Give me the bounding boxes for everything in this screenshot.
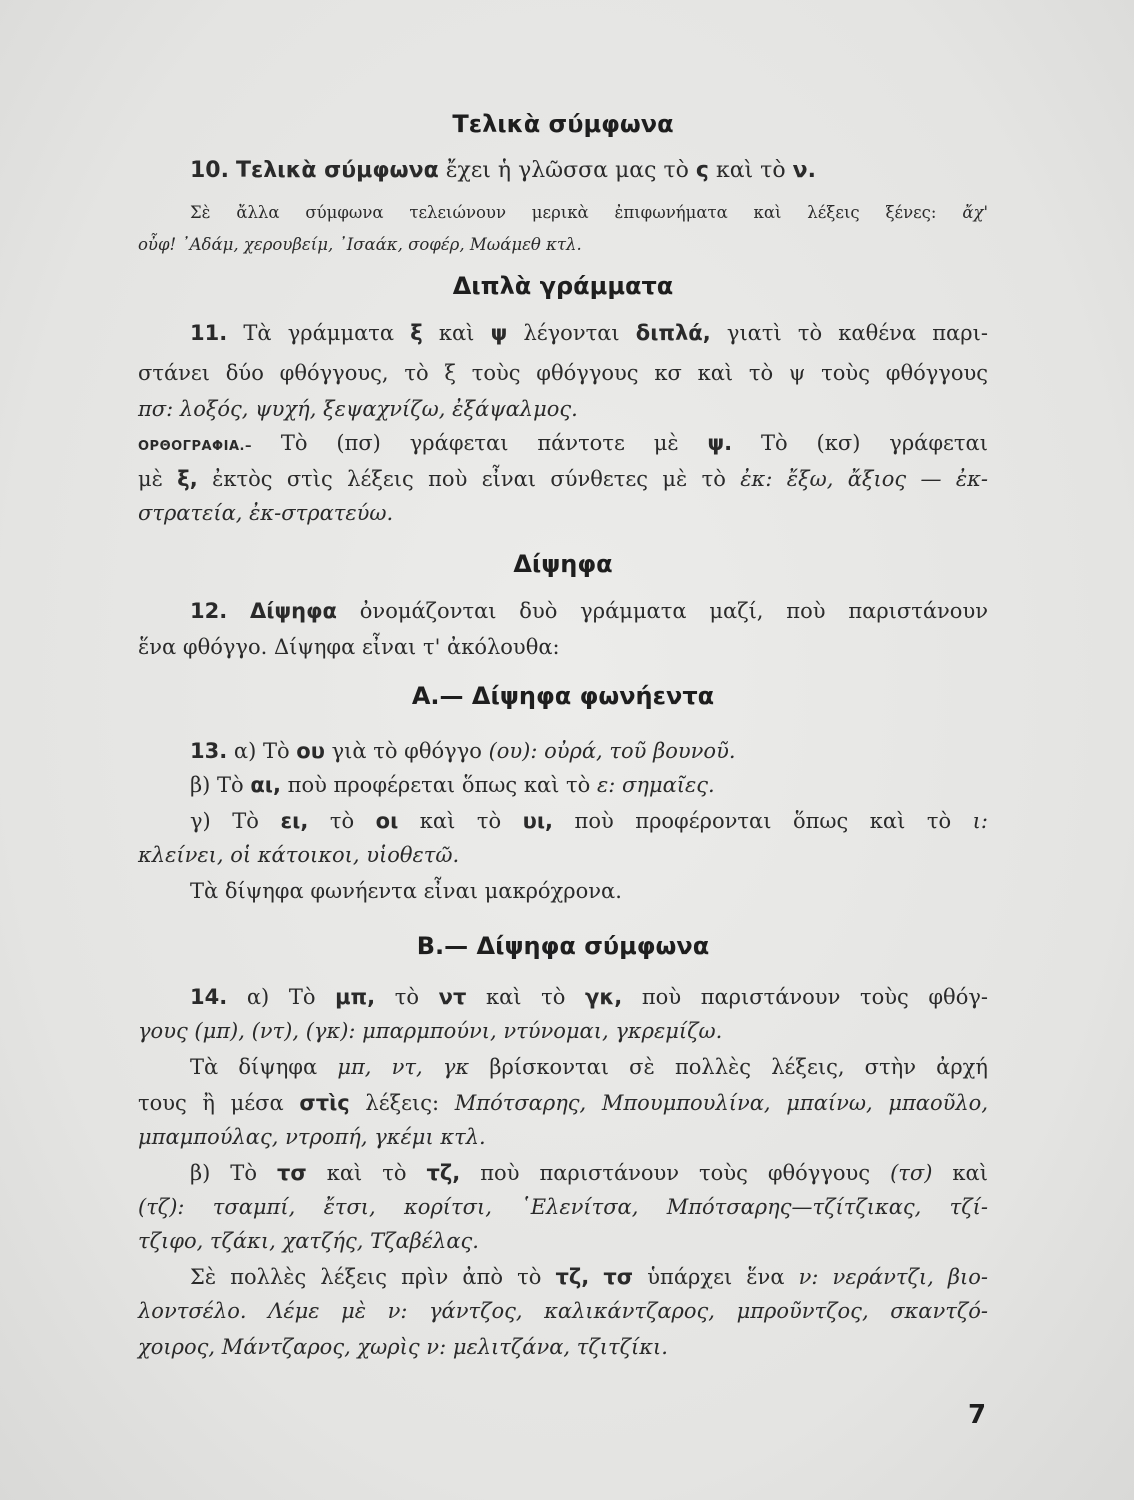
s10-letter-n: ν. [792, 158, 816, 183]
s14-p3-line-3: χοιρος, Μάντζαρος, χωρὶς ν: μελιτζάνα, τζιτζίκι. [138, 1335, 668, 1359]
s13-b-example: ε: σημαῖες. [597, 773, 715, 797]
s14-a-pre: α) Τὸ [246, 985, 316, 1009]
s13-summary: Τὰ δίψηφα φωνήεντα εἶναι μακρόχρονα. [190, 879, 622, 903]
s13-line-c2: κλείνει, οἱ κάτοικοι, υἱοθετῶ. [138, 843, 460, 867]
s14-b-letter-2: τζ, [426, 1161, 461, 1185]
s13-line-a [138, 738, 988, 764]
s13-c-text-3: ποὺ προφέρονται ὅπως καὶ τὸ [574, 809, 952, 833]
s13-c-text-2: καὶ τὸ [419, 809, 502, 833]
s11-line-1 [138, 320, 988, 346]
s13-a-pre: α) Τὸ [233, 739, 290, 763]
s10-number: 10. [190, 158, 229, 183]
s14-b-letter-1: τσ [276, 1161, 307, 1185]
s10-note-a-end: ἄχ' [962, 203, 988, 222]
s14-b-text-2: ποὺ παριστάνουν τοὺς φθόγγους [480, 1161, 871, 1185]
s11-text-a: Τὰ γράμματα [243, 321, 395, 345]
s14-a-text-1: τὸ [394, 985, 420, 1009]
s11-text-d: γιατὶ τὸ καθένα παρι- [726, 321, 988, 345]
s14-p2-l2-strong: στὶς [299, 1091, 350, 1115]
s11-line-2: στάνει δύο φθόγγους, τὸ ξ τοὺς φθόγγους κσ καὶ τὸ ψ τοὺς φθόγγους [138, 361, 988, 385]
s14-a-letter-1: μπ, [335, 985, 376, 1009]
s14-p2-line-2 [138, 1090, 988, 1116]
s11-line-5 [138, 466, 988, 492]
s11-l5-c: ἐκ: ἔξω, ἄξιος — ἐκ- [740, 467, 988, 491]
s13-c-letter-2: οι [375, 809, 399, 833]
s14-b-pre: β) Τὸ [190, 1161, 257, 1185]
s10-term: Τελικὰ σύμφωνα [235, 158, 439, 183]
s13-a-mid: γιὰ τὸ φθόγγο [331, 739, 482, 763]
s10-note-line-2: οὖφ! ᾿Αδάμ, χερουβείμ, ᾿Ισαάκ, σοφέρ, Μωάμεθ κτλ. [138, 235, 582, 254]
s14-line-a [138, 984, 988, 1010]
s11-l5-letter: ξ, [177, 467, 198, 491]
s13-line-c [138, 808, 988, 834]
s10-line-1 [138, 158, 988, 184]
s10-note-line-1 [138, 200, 988, 226]
s13-a-example: (ου): οὐρά, τοῦ βουνοῦ. [488, 739, 736, 763]
s14-line-a2: γους (μπ), (ντ), (γκ): μπαρμπούνι, ντύνομαι, γκρεμίζω. [138, 1019, 723, 1043]
s13-c-pre: γ) Τὸ [190, 809, 259, 833]
s14-b-end: καὶ [952, 1161, 988, 1185]
s14-p3-line-2: λοντσέλο. Λέμε μὲ ν: γάντζος, καλικάντζαρος, μπροῦντζος, σκαντζό- [138, 1299, 988, 1323]
s11-letter-ps: ψ [490, 321, 508, 345]
heading-digraph-vowels: Α.— Δίψηφα φωνήεντα [411, 682, 715, 710]
s10-and: καὶ τὸ [715, 158, 786, 183]
s14-p3-line-1 [138, 1264, 988, 1290]
heading-final-consonants: Τελικὰ σύμφωνα [452, 110, 674, 138]
s11-l5-b: ἐκτὸς στὶς λέξεις ποὺ εἶναι σύνθετες μὲ τὸ [212, 467, 726, 491]
s14-p2-l2-a: τους ἢ μέσα [138, 1091, 284, 1115]
s10-text: ἔχει ἡ γλῶσσα μας τὸ [445, 158, 689, 183]
s14-p3-a: Σὲ πολλὲς λέξεις πρὶν ἀπὸ τὸ [190, 1265, 542, 1289]
s10-letter-s: ς [695, 158, 709, 183]
s14-a-text-2: καὶ τὸ [486, 985, 566, 1009]
s12-line-2: ἕνα φθόγγο. Δίψηφα εἶναι τ' ἀκόλουθα: [138, 635, 560, 659]
s11-letter-ks: ξ [410, 321, 423, 345]
s13-b-pre: β) Τὸ [190, 773, 244, 797]
s11-number: 11. [190, 321, 228, 345]
s13-c-text-1: τὸ [329, 809, 355, 833]
s14-p3-example: ν: νεράντζι, βιο- [798, 1265, 988, 1289]
s14-line-b3: τζιφο, τζάκι, χατζής, Τζαβέλας. [138, 1229, 479, 1253]
s14-p3-letter-2: τσ [603, 1265, 634, 1289]
s12-term: Δίψηφα [250, 599, 337, 623]
s14-p3-letter-1: τζ, [555, 1265, 590, 1289]
s11-line-3: πσ: λοξός, ψυχή, ξεψαχνίζω, ἐξάψαλμος. [138, 397, 578, 421]
s12-text-1: ὀνομάζονται δυὸ γράμματα μαζί, ποὺ παριστάνουν [359, 599, 988, 623]
s14-p2-l2-example: Μπότσαρης, Μπουμπουλίνα, μπαίνω, μπαοῦλο, [454, 1091, 988, 1115]
s13-b-mid: ποὺ προφέρεται ὅπως καὶ τὸ [287, 773, 591, 797]
orthography-label: ΟΡΘΟΓΡΑΦΙΑ.– [138, 439, 252, 454]
s14-a-letter-2: ντ [438, 985, 467, 1009]
s11-orthography-line [138, 430, 988, 460]
s14-line-b [138, 1160, 988, 1186]
page-number: 7 [968, 1400, 987, 1430]
heading-digraphs: Δίψηφα [513, 550, 613, 578]
s11-l5-a: μὲ [138, 467, 163, 491]
s12-line-1 [138, 598, 988, 624]
s14-number: 14. [190, 985, 228, 1009]
orthography-text-a: Τὸ (πσ) γράφεται πάντοτε μὲ [280, 431, 679, 455]
s14-p2-line-3: μπαμπούλας, ντροπή, γκέμι κτλ. [138, 1125, 486, 1149]
s14-a-letter-3: γκ, [585, 985, 623, 1009]
s14-b-example: (τσ) [890, 1161, 933, 1185]
s14-p2-a: Τὰ δίψηφα [190, 1055, 318, 1079]
s11-term: διπλά, [635, 321, 711, 345]
heading-double-letters: Διπλὰ γράμματα [452, 272, 674, 300]
s13-b-letter: αι, [250, 773, 281, 797]
s12-number: 12. [190, 599, 228, 623]
s14-a-text-3: ποὺ παριστάνουν τοὺς φθόγ- [641, 985, 988, 1009]
s11-line-6: στρατεία, ἐκ-στρατεύω. [138, 501, 394, 525]
orthography-letter: ψ. [707, 431, 733, 455]
s13-c-example: ι: [972, 809, 988, 833]
s14-line-b2: (τζ): τσαμπί, ἔτσι, κορίτσι, ῾Ελενίτσα, Μπότσαρης—τζίτζικας, τζί- [138, 1195, 988, 1219]
s14-p3-b: ὑπάρχει ἕνα [647, 1265, 785, 1289]
s14-p2-example: μπ, ντ, γκ [337, 1055, 470, 1079]
heading-digraph-consonants: Β.— Δίψηφα σύμφωνα [416, 932, 710, 960]
s14-p2-l2-b: λέξεις: [365, 1091, 440, 1115]
s14-p2-b: βρίσκονται σὲ πολλὲς λέξεις, στὴν ἀρχή [489, 1055, 988, 1079]
orthography-text-b: Τὸ (κσ) γράφεται [761, 431, 988, 455]
s11-text-c: λέγονται [523, 321, 620, 345]
s14-b-text-1: καὶ τὸ [326, 1161, 407, 1185]
s13-line-b [138, 772, 988, 798]
s13-number: 13. [190, 739, 228, 763]
s11-text-b: καὶ [438, 321, 475, 345]
s13-a-letter: ου [296, 739, 325, 763]
s13-c-letter-1: ει, [280, 809, 309, 833]
s14-p2-line-1 [138, 1054, 988, 1080]
s13-c-letter-3: υι, [522, 809, 553, 833]
s10-note-a: Σὲ ἄλλα σύμφωνα τελειώνουν μερικὰ ἐπιφωνήματα καὶ λέξεις ξένες: [190, 203, 937, 222]
